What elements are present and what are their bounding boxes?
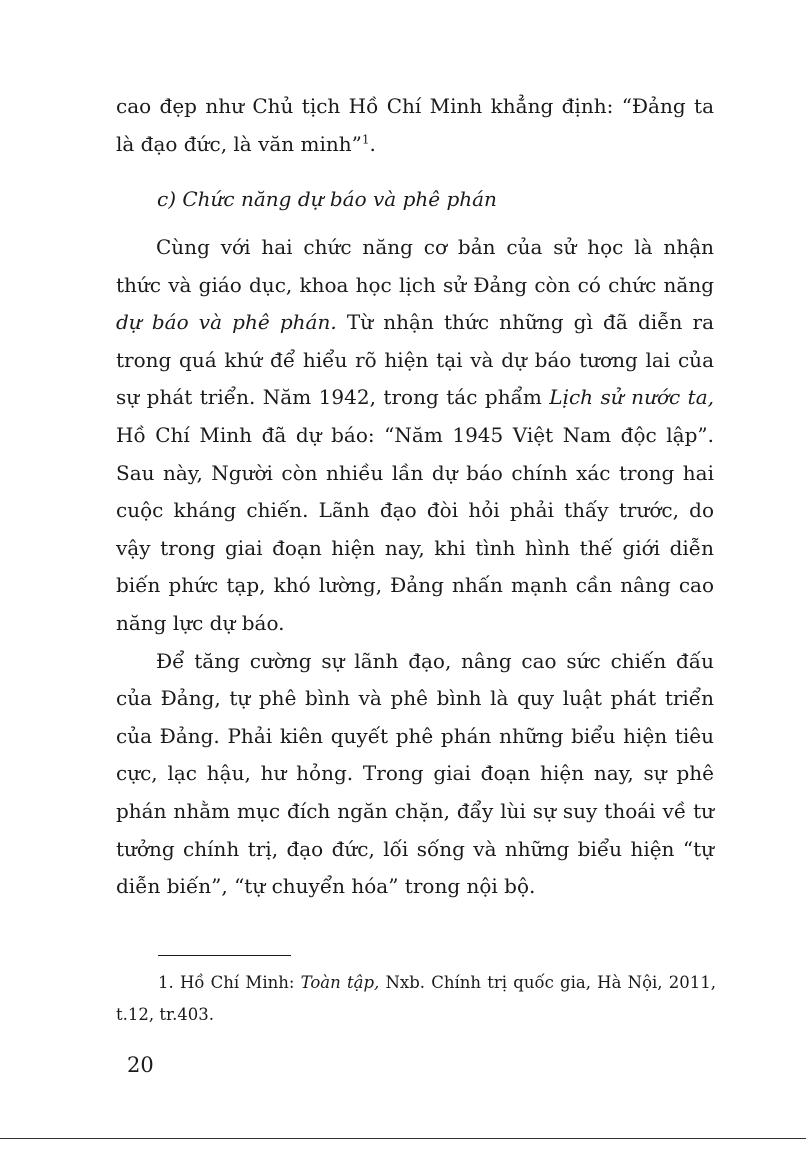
body-text [116, 229, 714, 906]
section-heading: c) Chức năng dự báo và phê phán [157, 187, 497, 211]
paragraph-1-emphasis-b: Lịch sử nước ta, [549, 385, 714, 410]
intro-text: cao đẹp như Chủ tịch Hồ Chí Minh khẳng định: “Đảng ta là đạo đức, là văn minh” [116, 94, 714, 156]
footnote-number: 1. [158, 973, 174, 992]
footnote [116, 967, 716, 1031]
paragraph-1-part-a: Cùng với hai chức năng cơ bản của sử học là nhận thức và giáo dục, khoa học lịch sử Đảng còn có chức năng [116, 235, 714, 297]
paragraph-criticism: Để tăng cường sự lãnh đạo, nâng cao sức chiến đấu của Đảng, tự phê bình và phê bình là quy luật phát triển của Đảng. Phải kiên quyết phê phán những biểu hiện tiêu cực, lạc hậu, hư hỏng. Trong giai đoạn hiện nay, sự phê phán nhằm mục đích ngăn chặn, đẩy lùi sự suy thoái về tư tưởng chính trị, đạo đức, lối sống và những biểu hiện “tự diễn biến”, “tự chuyển hóa” trong nội bộ. [116, 648, 714, 899]
intro-end: . [369, 131, 376, 156]
intro-paragraph [116, 88, 714, 163]
paragraph-1-emphasis-a: dự báo và phê phán. [116, 310, 337, 335]
paragraph-forecast [116, 229, 714, 643]
paragraph-1-part-c: Hồ Chí Minh đã dự báo: “Năm 1945 Việt Nam độc lập”. Sau này, Người còn nhiều lần dự báo chính xác trong hai cuộc kháng chiến. Lãnh đạo đòi hỏi phải thấy trước, do vậy trong giai đoạn hiện nay, khi tình hình thế giới diễn biến phức tạp, khó lường, Đảng nhấn mạnh cần nâng cao năng lực dự báo. [116, 422, 714, 635]
paragraph-1-part-b: Từ nhận thức những gì đã diễn ra trong quá khứ để hiểu rõ hiện tại và dự báo tương lai của sự phát triển. Năm 1942, trong tác phẩm [116, 310, 714, 410]
footnote-author: Hồ Chí Minh: [173, 973, 301, 992]
page-number: 20 [127, 1053, 154, 1077]
scan-edge-line [0, 1138, 806, 1139]
footnote-title: Toàn tập, [300, 973, 380, 992]
footnote-separator [158, 955, 291, 956]
footnote-rest: Nxb. Chính trị quốc gia, Hà Nội, 2011, t.12, tr.403. [116, 973, 716, 1024]
footnote-reference: 1 [361, 131, 370, 146]
